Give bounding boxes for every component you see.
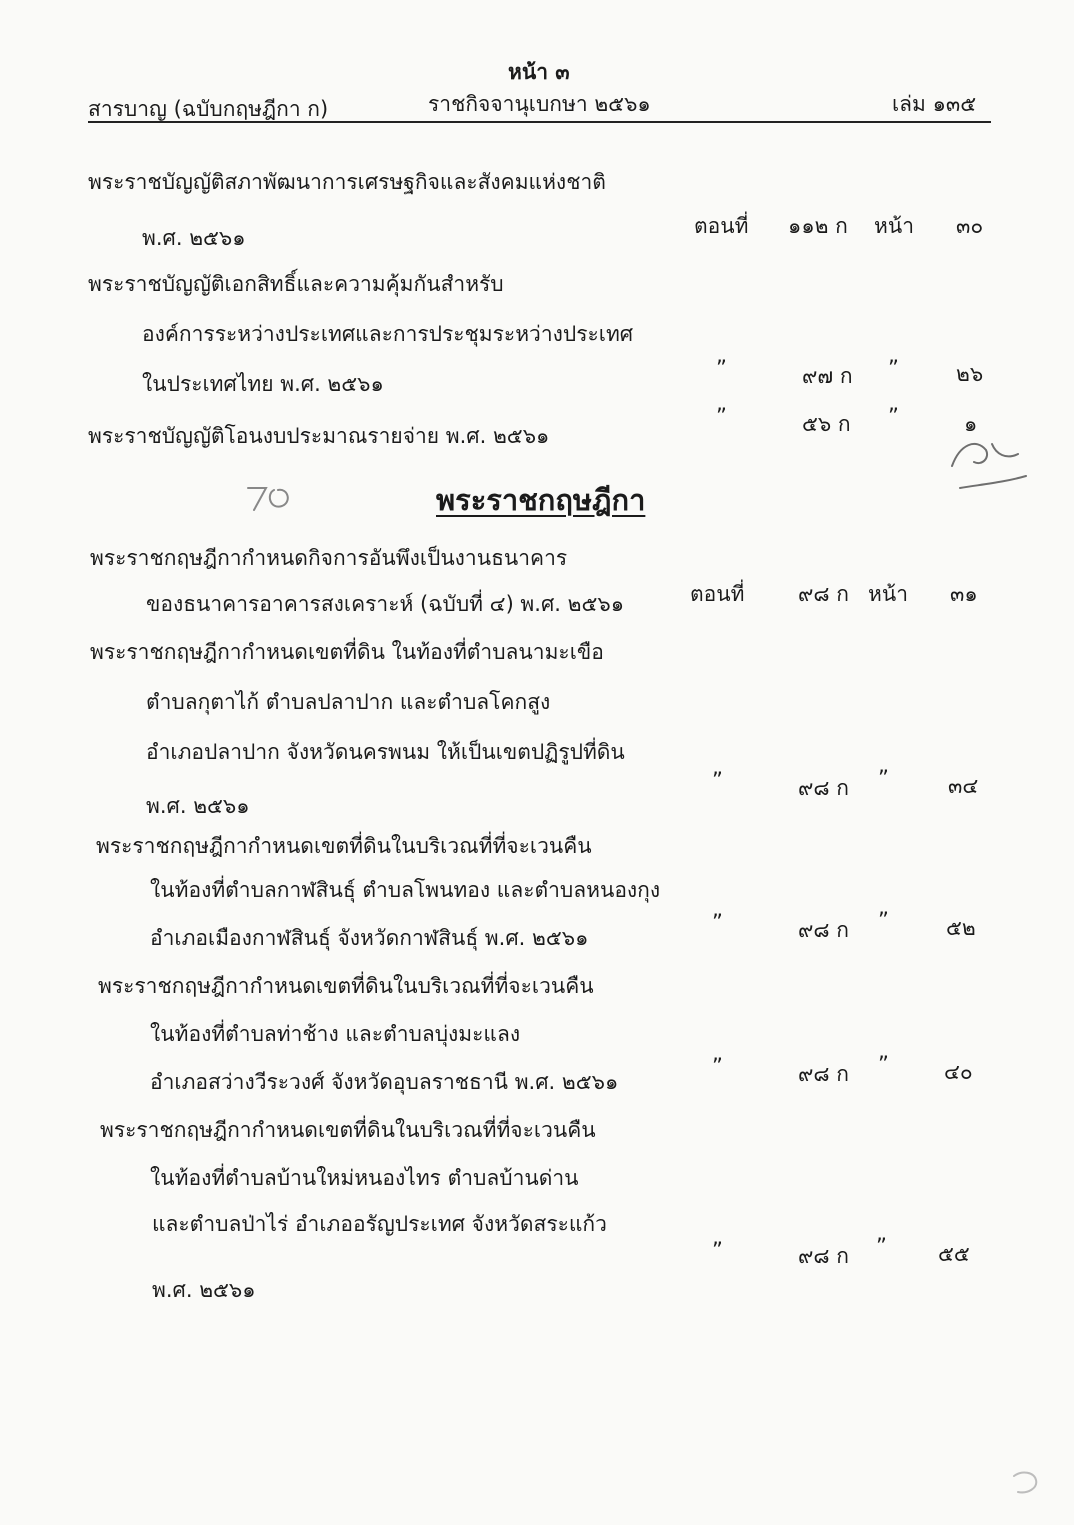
page-label: หน้า (874, 214, 914, 238)
ditto-mark: ” (716, 404, 727, 428)
ton-label: ตอนที่ (694, 214, 749, 238)
page-number: ๒๖ (956, 362, 984, 386)
ditto-mark: ” (712, 910, 723, 934)
header-left: สารบาญ (ฉบับกฤษฎีกา ก) (88, 97, 329, 121)
ton-number: ๙๘ ก (798, 1062, 849, 1086)
entry-line: พ.ศ. ๒๕๖๑ (146, 794, 250, 818)
entry-line: ในท้องที่ตำบลบ้านใหม่หนองไทร ตำบลบ้านด่าน (150, 1166, 579, 1190)
ditto-mark: ” (878, 908, 889, 932)
entry-title: พระราชกฤษฎีกากำหนดกิจการอันพึงเป็นงานธนาคาร (90, 546, 568, 570)
entry-line: อำเภอสว่างวีระวงศ์ จังหวัดอุบลราชธานี พ.ศ. ๒๕๖๑ (150, 1070, 619, 1094)
ditto-mark: ” (712, 768, 723, 792)
entry-title: พระราชกฤษฎีกากำหนดเขตที่ดินในบริเวณที่ที่จะเวนคืน (98, 974, 594, 998)
ditto-mark: ” (888, 404, 899, 428)
ditto-mark: ” (876, 1234, 887, 1258)
entry-title: พระราชกฤษฎีกากำหนดเขตที่ดิน ในท้องที่ตำบลนามะเขือ (90, 640, 604, 664)
ton-label: ตอนที่ (690, 582, 745, 606)
ton-number: ๙๘ ก (798, 918, 849, 942)
entry-title: พระราชบัญญัติเอกสิทธิ์และความคุ้มกันสำหรับ (88, 272, 504, 296)
ditto-mark: ” (888, 356, 899, 380)
entry-line: ในท้องที่ตำบลท่าช้าง และตำบลบุ่งมะแลง (150, 1022, 521, 1046)
handwritten-annotation (244, 480, 296, 514)
faint-pencil-mark (1008, 1466, 1042, 1500)
entry-line: ในท้องที่ตำบลกาฬสินธุ์ ตำบลโพนทอง และตำบลหนองกุง (150, 878, 661, 902)
ditto-mark: ” (716, 356, 727, 380)
ditto-mark: ” (878, 766, 889, 790)
entry-title: พระราชบัญญัติสภาพัฒนาการเศรษฐกิจและสังคมแห่งชาติ (88, 170, 606, 194)
ditto-mark: ” (712, 1238, 723, 1262)
page-number: ๓๔ (948, 774, 979, 798)
ditto-mark: ” (712, 1054, 723, 1078)
entry-line: และตำบลป่าไร่ อำเภออรัญประเทศ จังหวัดสระแก้ว (152, 1212, 607, 1236)
handwritten-annotation (930, 430, 1030, 494)
ton-number: ๙๘ ก (798, 776, 849, 800)
entry-line: พ.ศ. ๒๕๖๑ (152, 1278, 256, 1302)
ditto-mark: ” (878, 1052, 889, 1076)
page-number: ๑ (964, 412, 978, 436)
entry-line: อำเภอปลาปาก จังหวัดนครพนม ให้เป็นเขตปฏิรูปที่ดิน (146, 740, 625, 764)
entry-line: อำเภอเมืองกาฬสินธุ์ จังหวัดกาฬสินธุ์ พ.ศ. ๒๕๖๑ (150, 926, 589, 950)
page-number: ๕๒ (946, 916, 976, 940)
entry-line: องค์การระหว่างประเทศและการประชุมระหว่างประเทศ (142, 322, 634, 346)
header-rule (88, 121, 991, 123)
ton-number: ๙๗ ก (802, 364, 853, 388)
ton-number: ๙๘ ก (798, 582, 849, 606)
entry-title: พระราชกฤษฎีกากำหนดเขตที่ดินในบริเวณที่ที่จะเวนคืน (96, 834, 592, 858)
entry-line: ในประเทศไทย พ.ศ. ๒๕๖๑ (142, 372, 384, 396)
page-label: หน้า (868, 582, 908, 606)
page-number: ๔๐ (944, 1060, 973, 1084)
ton-number: ๕๖ ก (802, 412, 851, 436)
entry-line: ของธนาคารอาคารสงเคราะห์ (ฉบับที่ ๔) พ.ศ. ๒๕๖๑ (146, 592, 625, 616)
entry-line: พ.ศ. ๒๕๖๑ (142, 226, 246, 250)
entry-title: พระราชกฤษฎีกากำหนดเขตที่ดินในบริเวณที่ที่จะเวนคืน (100, 1118, 596, 1142)
section-title: พระราชกฤษฎีกา (436, 483, 646, 517)
entry-title: พระราชบัญญัติโอนงบประมาณรายจ่าย พ.ศ. ๒๕๖๑ (88, 424, 550, 448)
page-number: ๕๕ (938, 1242, 970, 1266)
page-number: ๓๐ (956, 214, 984, 238)
page-number: ๓๑ (950, 582, 978, 606)
ton-number: ๑๑๒ ก (788, 214, 848, 238)
header-center: ราชกิจจานุเบกษา ๒๕๖๑ (428, 92, 651, 116)
page-number-label: หน้า ๓ (508, 60, 570, 84)
entry-line: ตำบลกุตาไก้ ตำบลปลาปาก และตำบลโคกสูง (146, 690, 551, 714)
header-right: เล่ม ๑๓๕ (892, 92, 977, 116)
ton-number: ๙๘ ก (798, 1244, 849, 1268)
